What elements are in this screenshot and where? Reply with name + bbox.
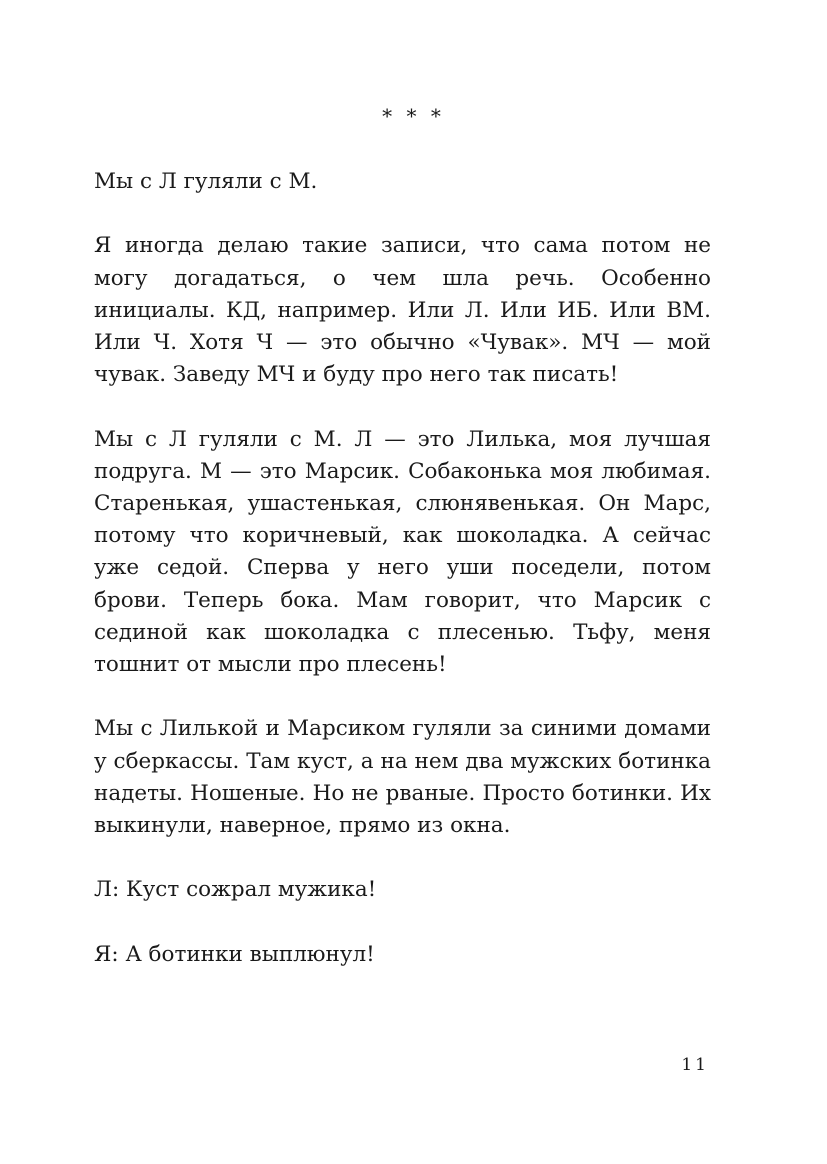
paragraph-1: Мы с Л гуляли с М. <box>94 169 318 194</box>
paragraph-5: Л: Куст сожрал мужика! <box>94 877 377 903</box>
paragraph-6: Я: А ботинки выплюнул! <box>94 941 375 967</box>
paragraph-3: Мы с Л гуляли с М. Л — это Лилька, моя лучшая подруга. М — это Марсик. Собаконька моя любимая. Старенькая, ушастенькая, слюнявенькая. Он Марс, потому что коричневый, как шоколадка. А сейчас уже седой. Сперва у него уши поседели, потом брови. Теперь бока. Мам говорит, что Марсик с сединой как шоколадка с плесенью. Тьфу, меня тошнит от мысли про плесень! <box>94 426 711 678</box>
paragraph-2: Я иногда делаю такие записи, что сама потом не могу догадаться, о чем шла речь. Особенно инициалы. КД, например. Или Л. Или ИБ. Или ВМ. Или Ч. Хотя Ч — это обычно «Чувак». МЧ — мой чувак. Заведу МЧ и буду про него так писать! <box>94 233 711 388</box>
body-text <box>94 166 711 971</box>
section-separator: * * * <box>382 104 445 128</box>
paragraph-4: Мы с Лилькой и Марсиком гуляли за синими домами у сберкассы. Там куст, а на нем два мужских ботинка надеты. Ношеные. Но не рваные. Просто ботинки. Их выкинули, наверное, прямо из окна. <box>94 716 711 839</box>
page-number: 11 <box>681 1055 709 1075</box>
